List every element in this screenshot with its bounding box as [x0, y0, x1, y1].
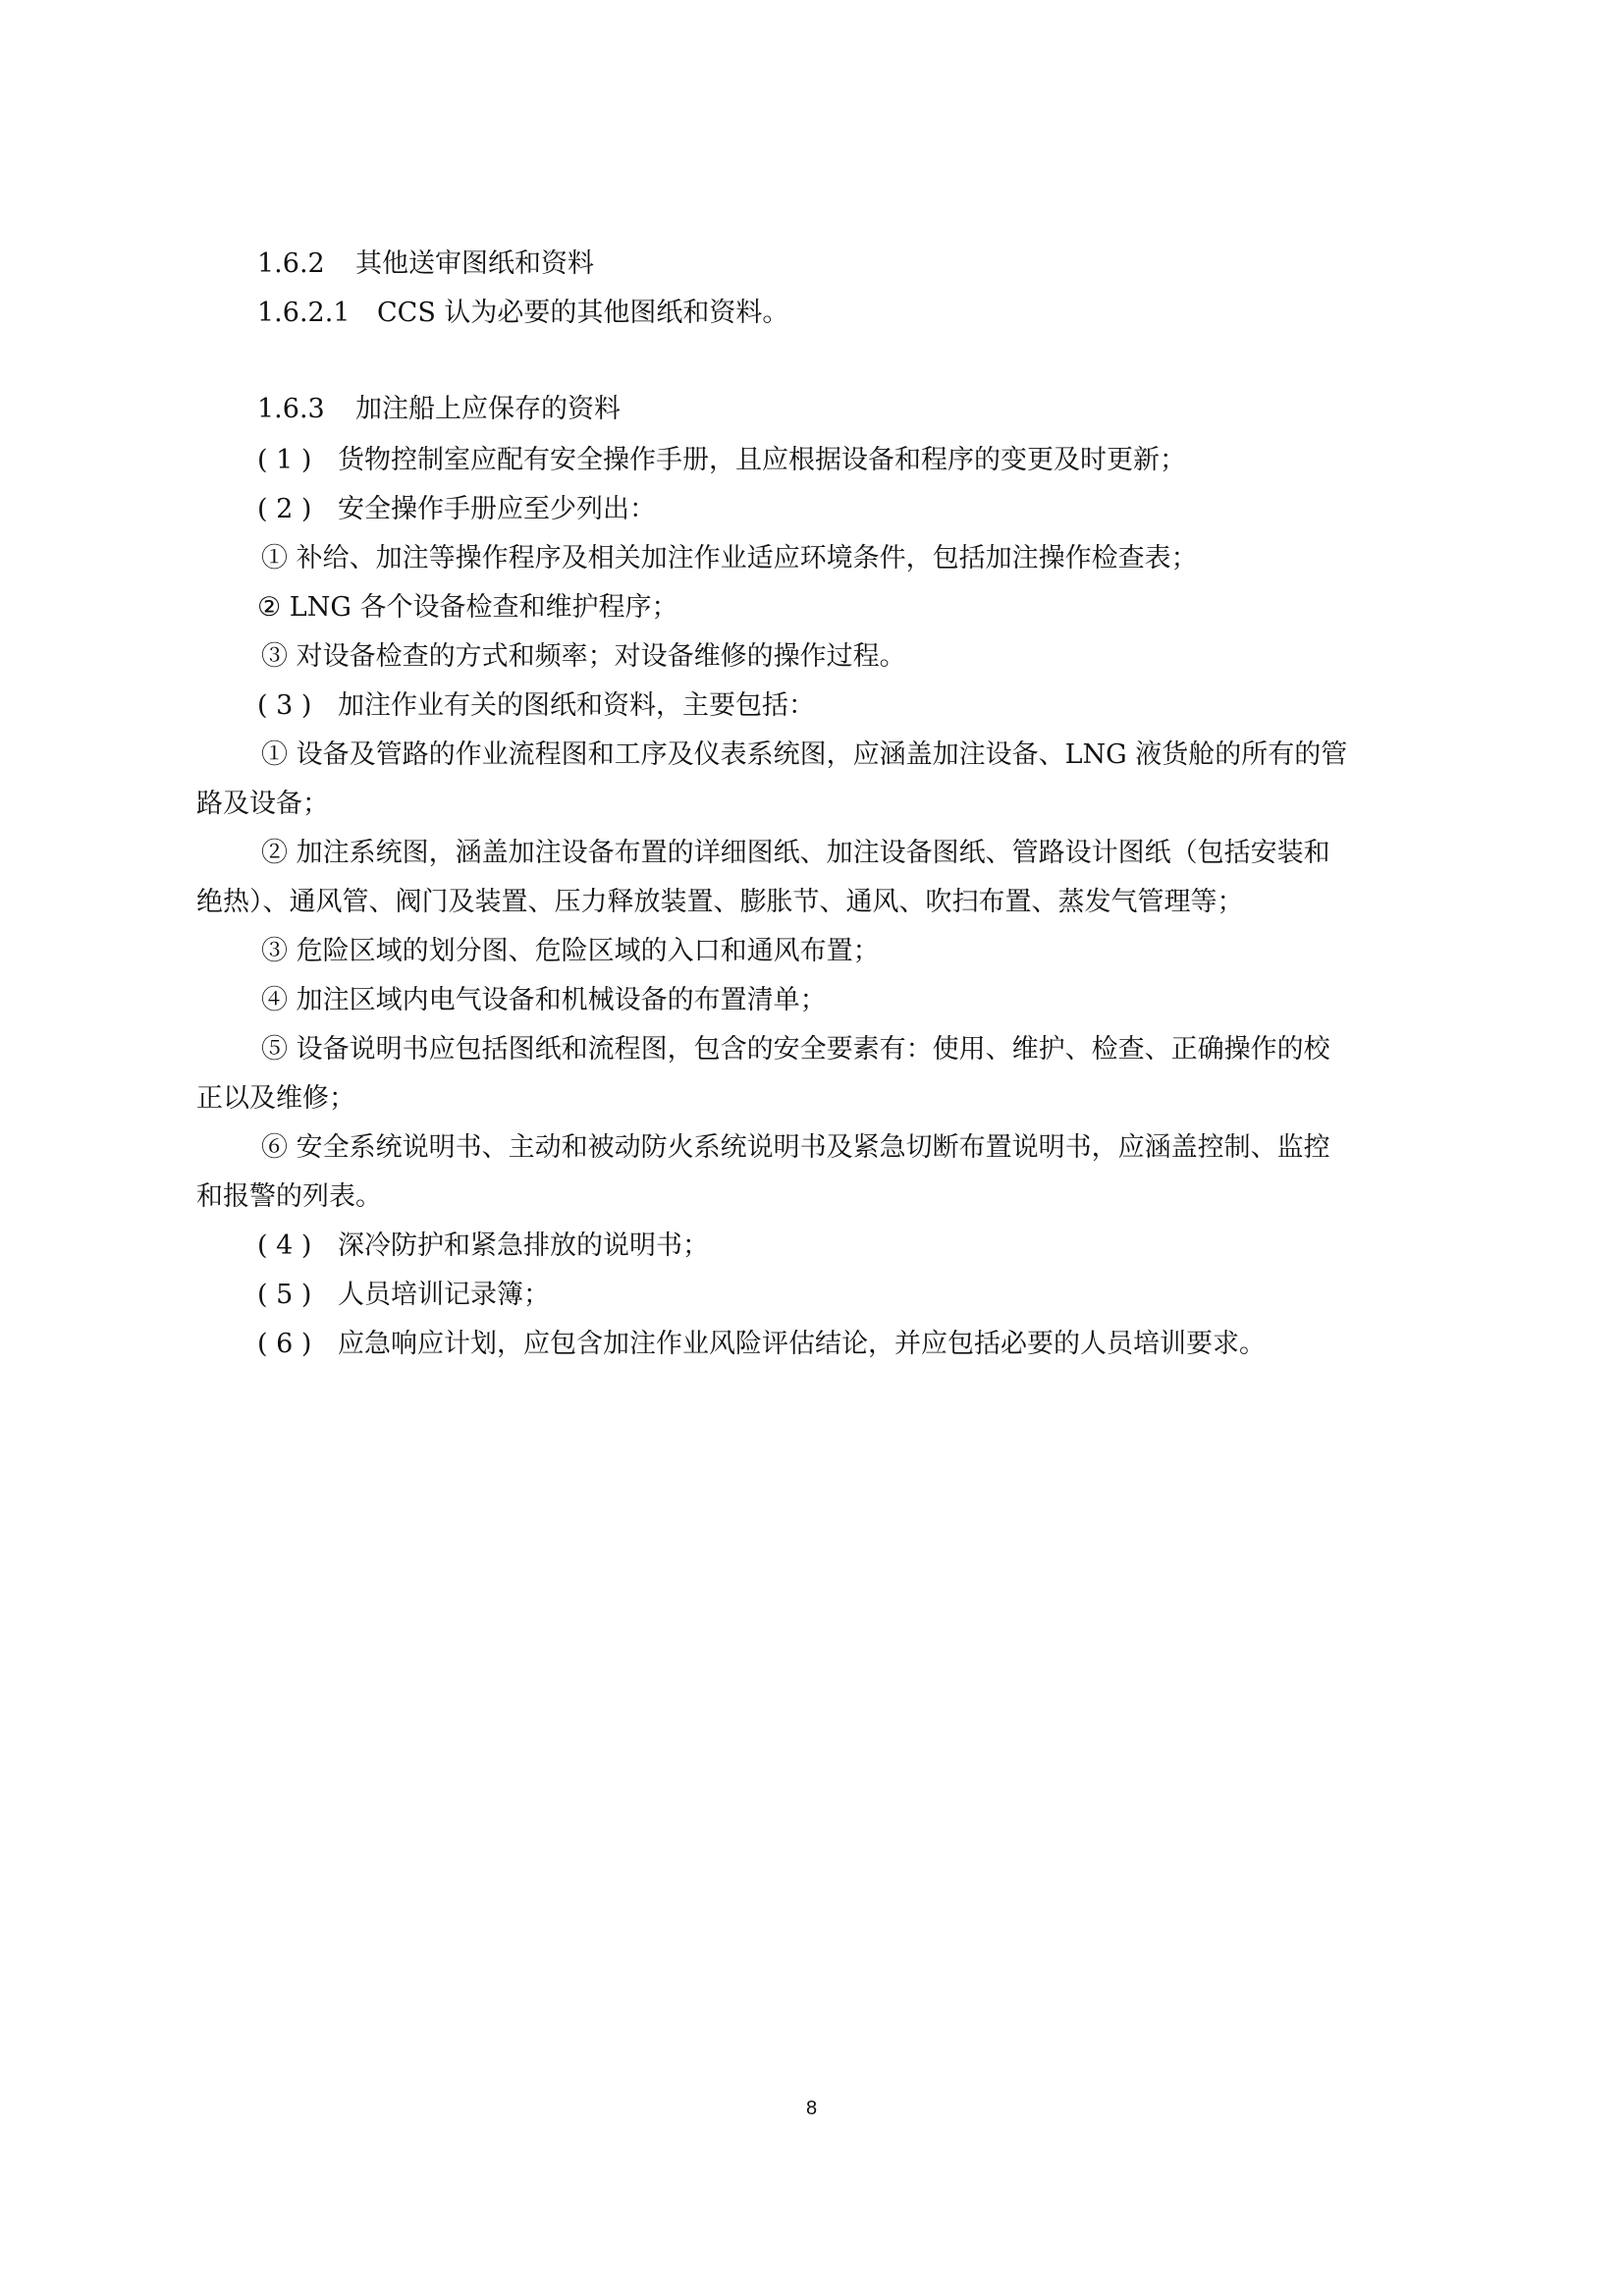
list-label: ( 5 )	[257, 1280, 312, 1310]
sub-item-3-5-line-2: 正以及维修；	[196, 1083, 355, 1114]
sub-item-3-1-line-2: 路及设备；	[196, 789, 329, 819]
clause-1-6-2-1	[257, 297, 788, 330]
list-text: 应急响应计划，应包含加注作业风险评估结论，并应包括必要的人员培训要求。	[338, 1329, 1266, 1359]
section-title: 其他送审图纸和资料	[355, 248, 594, 279]
heading-1-6-2	[257, 247, 594, 281]
list-item-5	[257, 1279, 550, 1312]
sub-item-3-2-line-2: 绝热）、通风管、阀门及装置、压力释放装置、膨胀节、通风、吹扫布置、蒸发气管理等；	[196, 887, 1244, 917]
sub-item-2-1: ① 补给、加注等操作程序及相关加注作业适应环境条件，包括加注操作检查表；	[261, 543, 1198, 574]
clause-number: 1.6.2.1	[257, 298, 351, 328]
sub-item-3-3: ③ 危险区域的划分图、危险区域的入口和通风布置；	[261, 936, 880, 966]
sub-item-2-3: ③ 对设备检查的方式和频率；对设备维修的操作过程。	[261, 641, 906, 672]
list-text: 货物控制室应配有安全操作手册，且应根据设备和程序的变更及时更新；	[338, 445, 1186, 475]
sub-item-3-2-line-1: ② 加注系统图，涵盖加注设备布置的详细图纸、加注设备图纸、管路设计图纸（包括安装和	[261, 838, 1330, 868]
list-label: ( 2 )	[257, 494, 312, 524]
list-text: 人员培训记录簿；	[338, 1280, 550, 1310]
list-item-3	[257, 689, 815, 723]
clause-text: CCS 认为必要的其他图纸和资料。	[377, 298, 789, 328]
sub-item-3-1-line-1: ① 设备及管路的作业流程图和工序及仪表系统图，应涵盖加注设备、LNG 液货舱的所有的管	[261, 739, 1348, 770]
list-item-6	[257, 1328, 1266, 1361]
list-item-2	[257, 493, 656, 526]
list-label: ( 3 )	[257, 690, 312, 721]
list-text: 加注作业有关的图纸和资料，主要包括：	[338, 690, 815, 721]
list-item-1	[257, 444, 1186, 477]
page-number: 8	[805, 2098, 818, 2119]
heading-1-6-3	[257, 393, 621, 426]
list-label: ( 1 )	[257, 445, 312, 475]
sub-item-3-5-line-1: ⑤ 设备说明书应包括图纸和流程图，包含的安全要素有：使用、维护、检查、正确操作的校	[261, 1034, 1330, 1065]
list-item-4	[257, 1230, 709, 1263]
sub-item-3-4: ④ 加注区域内电气设备和机械设备的布置清单；	[261, 985, 827, 1015]
section-number: 1.6.2	[257, 248, 325, 279]
sub-item-2-2: ② LNG 各个设备检查和维护程序；	[257, 592, 678, 623]
list-text: 深冷防护和紧急排放的说明书；	[338, 1230, 709, 1261]
sub-item-3-6-line-1: ⑥ 安全系统说明书、主动和被动防火系统说明书及紧急切断布置说明书，应涵盖控制、监控	[261, 1132, 1330, 1163]
list-label: ( 6 )	[257, 1329, 312, 1359]
section-number: 1.6.3	[257, 394, 325, 424]
sub-item-3-6-line-2: 和报警的列表。	[196, 1181, 382, 1212]
list-label: ( 4 )	[257, 1230, 312, 1261]
section-title: 加注船上应保存的资料	[355, 394, 621, 424]
list-text: 安全操作手册应至少列出：	[338, 494, 656, 524]
